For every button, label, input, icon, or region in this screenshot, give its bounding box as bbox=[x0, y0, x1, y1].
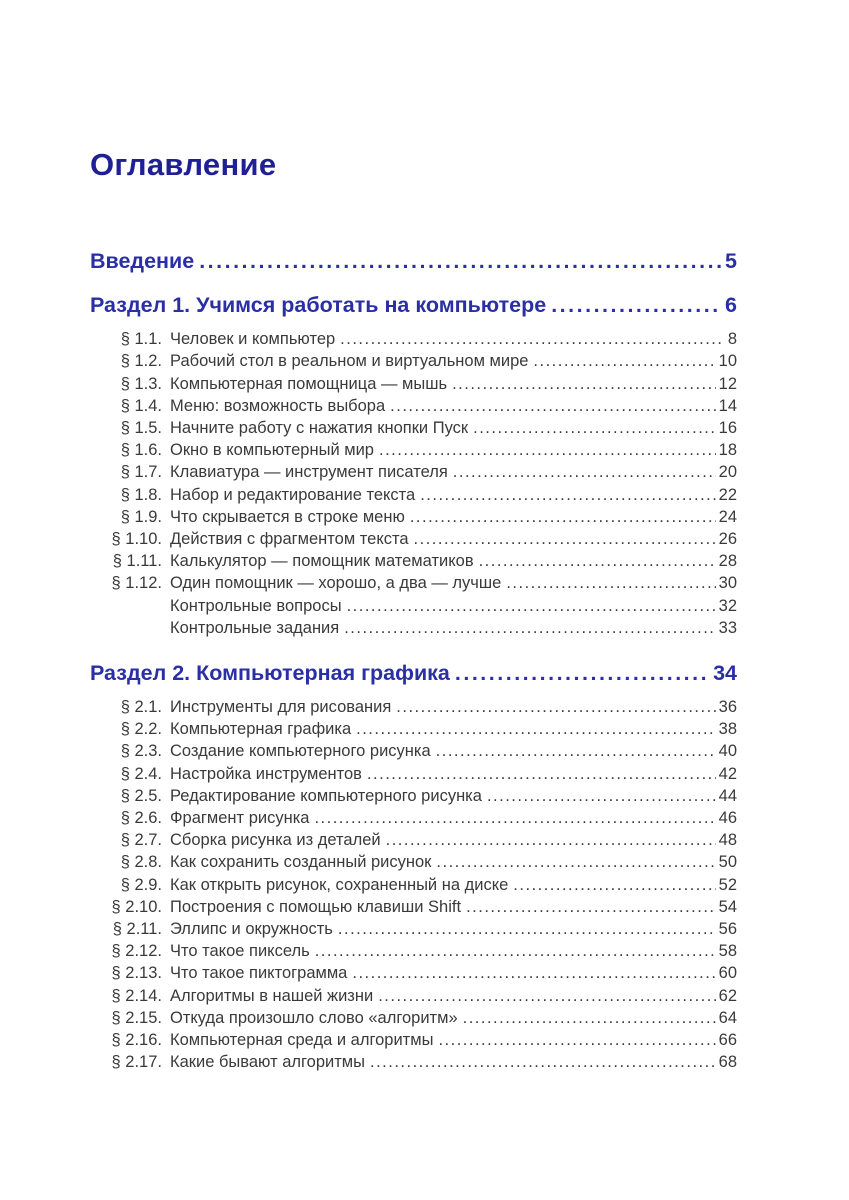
entry-page-number: 12 bbox=[718, 374, 737, 393]
entry-title: Контрольные задания bbox=[170, 618, 340, 637]
entry-page-number: 54 bbox=[718, 897, 737, 916]
entry-title: Контрольные вопросы bbox=[170, 596, 342, 615]
dot-leader bbox=[487, 785, 716, 807]
entry-number: § 2.9. bbox=[120, 875, 162, 894]
entry-title: Меню: возможность выбора bbox=[170, 396, 386, 415]
section-title: Раздел 2. Компьютерная графика bbox=[90, 661, 450, 686]
dot-leader bbox=[315, 940, 716, 962]
entry-page-number: 40 bbox=[718, 742, 737, 761]
toc-entry bbox=[90, 740, 737, 762]
entry-title: Алгоритмы в нашей жизни bbox=[170, 986, 374, 1005]
toc-entry bbox=[90, 328, 737, 350]
entry-page-number: 64 bbox=[718, 1008, 737, 1027]
entry-page-number: 60 bbox=[718, 964, 737, 983]
entry-title: Компьютерная графика bbox=[170, 720, 352, 739]
entry-number: § 1.1. bbox=[120, 330, 162, 349]
dot-leader bbox=[347, 595, 716, 617]
entry-title: Клавиатура — инструмент писателя bbox=[170, 463, 448, 482]
entry-title: Настройка инструментов bbox=[170, 764, 362, 783]
toc-entry bbox=[90, 763, 737, 785]
dot-leader bbox=[352, 962, 715, 984]
entry-page-number: 38 bbox=[718, 720, 737, 739]
dot-leader bbox=[463, 1007, 716, 1029]
entry-title: Рабочий стол в реальном и виртуальном мире bbox=[170, 352, 529, 371]
dot-leader bbox=[378, 985, 715, 1007]
dot-leader bbox=[551, 291, 722, 319]
entry-title: Начните работу с нажатия кнопки Пуск bbox=[170, 419, 469, 437]
entry-title: Сборка рисунка из деталей bbox=[170, 831, 381, 850]
entry-number: § 2.5. bbox=[120, 786, 162, 805]
toc-entry bbox=[90, 718, 737, 740]
entry-number: § 1.5. bbox=[120, 419, 162, 437]
entry-number: § 2.13. bbox=[111, 964, 162, 983]
page-title: Оглавление bbox=[90, 147, 277, 182]
dot-leader bbox=[513, 874, 715, 896]
section-page-number: 34 bbox=[713, 661, 737, 686]
section-entries bbox=[90, 696, 737, 1073]
entry-title: Эллипс и окружность bbox=[170, 920, 333, 939]
section-heading-row bbox=[90, 291, 737, 319]
dot-leader bbox=[436, 851, 715, 873]
entry-page-number: 8 bbox=[727, 330, 737, 349]
entry-page-number: 32 bbox=[718, 596, 737, 615]
entry-title: Один помощник — хорошо, а два — лучше bbox=[170, 574, 502, 593]
toc-entry bbox=[90, 1029, 737, 1051]
entry-number: § 2.2. bbox=[120, 720, 162, 739]
entry-title: Компьютерная среда и алгоритмы bbox=[170, 1031, 434, 1050]
entry-number: § 1.9. bbox=[120, 507, 162, 526]
entry-page-number: 16 bbox=[718, 419, 737, 437]
entry-number: § 1.7. bbox=[120, 463, 162, 482]
entry-title: Как сохранить созданный рисунок bbox=[170, 853, 432, 872]
toc-intro-label: Введение bbox=[90, 249, 195, 274]
toc-intro-row bbox=[90, 247, 737, 275]
entry-title: Что такое пиксель bbox=[170, 942, 310, 961]
entry-number: § 2.15. bbox=[111, 1008, 162, 1027]
entry-page-number: 48 bbox=[718, 831, 737, 850]
toc-entry bbox=[90, 395, 737, 417]
dot-leader bbox=[199, 247, 722, 275]
toc-entry bbox=[90, 962, 737, 984]
entry-number: § 1.12. bbox=[111, 574, 162, 593]
toc-entry bbox=[90, 373, 737, 395]
dot-leader bbox=[386, 829, 716, 851]
toc-entry bbox=[90, 439, 737, 461]
dot-leader bbox=[414, 528, 716, 550]
entry-page-number: 10 bbox=[718, 352, 737, 371]
toc-entry bbox=[90, 617, 737, 639]
dot-leader bbox=[370, 1051, 716, 1073]
section-title: Раздел 1. Учимся работать на компьютере bbox=[90, 293, 547, 318]
toc-entry bbox=[90, 572, 737, 594]
entry-number: § 2.8. bbox=[120, 853, 162, 872]
entry-page-number: 30 bbox=[718, 574, 737, 593]
entry-number: § 2.7. bbox=[120, 831, 162, 850]
entry-page-number: 62 bbox=[718, 986, 737, 1005]
entry-page-number: 44 bbox=[718, 786, 737, 805]
entry-number: § 2.6. bbox=[120, 809, 162, 828]
dot-leader bbox=[314, 807, 715, 829]
section-entries bbox=[90, 328, 737, 639]
entry-title: Действия с фрагментом текста bbox=[170, 530, 409, 549]
dot-leader bbox=[473, 417, 716, 439]
dot-leader bbox=[367, 763, 716, 785]
toc-entry bbox=[90, 896, 737, 918]
entry-page-number: 18 bbox=[718, 441, 737, 460]
dot-leader bbox=[455, 659, 710, 687]
entry-title: Построения с помощью клавиши Shift bbox=[170, 897, 462, 916]
entry-page-number: 58 bbox=[718, 942, 737, 961]
toc-entry bbox=[90, 417, 737, 439]
entry-number: § 2.14. bbox=[111, 986, 162, 1005]
toc-entry bbox=[90, 940, 737, 962]
entry-number: § 2.4. bbox=[120, 764, 162, 783]
dot-leader bbox=[466, 896, 716, 918]
entry-page-number: 36 bbox=[718, 698, 737, 717]
toc-entry bbox=[90, 506, 737, 528]
entry-page-number: 46 bbox=[718, 809, 737, 828]
dot-leader bbox=[344, 617, 715, 639]
entry-number: § 2.11. bbox=[112, 920, 162, 939]
toc-entry bbox=[90, 829, 737, 851]
toc-section-1 bbox=[90, 291, 737, 639]
entry-page-number: 52 bbox=[718, 875, 737, 894]
dot-leader bbox=[420, 484, 715, 506]
section-page-number: 6 bbox=[725, 293, 737, 318]
toc-entry bbox=[90, 874, 737, 896]
entry-title: Инструменты для рисования bbox=[170, 698, 392, 717]
entry-title: Человек и компьютер bbox=[170, 330, 336, 349]
dot-leader bbox=[436, 740, 716, 762]
toc-entry bbox=[90, 985, 737, 1007]
entry-page-number: 66 bbox=[718, 1031, 737, 1050]
entry-title: Фрагмент рисунка bbox=[170, 809, 310, 828]
entry-page-number: 42 bbox=[718, 764, 737, 783]
section-heading-row bbox=[90, 659, 737, 687]
entry-title: Что скрывается в строке меню bbox=[170, 507, 405, 526]
entry-title: Как открыть рисунок, сохраненный на диске bbox=[170, 875, 509, 894]
entry-number: § 2.3. bbox=[120, 742, 162, 761]
entry-title: Окно в компьютерный мир bbox=[170, 441, 374, 460]
toc-entry bbox=[90, 785, 737, 807]
dot-leader bbox=[410, 506, 716, 528]
toc-section-2 bbox=[90, 659, 737, 1073]
dot-leader bbox=[338, 918, 716, 940]
toc-entry bbox=[90, 918, 737, 940]
entry-page-number: 24 bbox=[718, 507, 737, 526]
entry-title: Откуда произошло слово «алгоритм» bbox=[170, 1008, 458, 1027]
dot-leader bbox=[438, 1029, 715, 1051]
toc-entry bbox=[90, 696, 737, 718]
toc-entry bbox=[90, 851, 737, 873]
entry-title: Какие бывают алгоритмы bbox=[170, 1053, 365, 1072]
entry-title: Что такое пиктограмма bbox=[170, 964, 348, 983]
entry-number: § 1.4. bbox=[120, 396, 162, 415]
toc-entry bbox=[90, 550, 737, 572]
dot-leader bbox=[390, 395, 715, 417]
toc-entry bbox=[90, 595, 737, 617]
toc-entry bbox=[90, 1051, 737, 1073]
toc-intro-page-number: 5 bbox=[725, 249, 737, 274]
entry-number: § 1.2. bbox=[120, 352, 162, 371]
toc-entry bbox=[90, 528, 737, 550]
entry-page-number: 33 bbox=[718, 618, 737, 637]
entry-title: Калькулятор — помощник математиков bbox=[170, 552, 474, 571]
dot-leader bbox=[506, 572, 715, 594]
entry-number: § 1.11. bbox=[112, 552, 162, 571]
entry-number: § 2.12. bbox=[111, 942, 162, 961]
dot-leader bbox=[356, 718, 716, 740]
entry-page-number: 56 bbox=[718, 920, 737, 939]
entry-page-number: 50 bbox=[718, 853, 737, 872]
entry-title: Компьютерная помощница — мышь bbox=[170, 374, 448, 393]
entry-page-number: 20 bbox=[718, 463, 737, 482]
entry-number: § 2.16. bbox=[111, 1031, 162, 1050]
entry-title: Набор и редактирование текста bbox=[170, 485, 416, 504]
entry-page-number: 22 bbox=[718, 485, 737, 504]
dot-leader bbox=[396, 696, 715, 718]
entry-number: § 1.8. bbox=[120, 485, 162, 504]
toc-entry bbox=[90, 350, 737, 372]
entry-number: § 1.10. bbox=[111, 530, 162, 549]
entry-number: § 2.1. bbox=[120, 698, 162, 717]
toc-entry bbox=[90, 484, 737, 506]
dot-leader bbox=[340, 328, 725, 350]
dot-leader bbox=[479, 550, 716, 572]
entry-page-number: 28 bbox=[718, 552, 737, 571]
toc-entry bbox=[90, 1007, 737, 1029]
dot-leader bbox=[452, 373, 716, 395]
entry-title: Редактирование компьютерного рисунка bbox=[170, 786, 482, 805]
entry-number: § 1.6. bbox=[120, 441, 162, 460]
entry-number: § 2.10. bbox=[111, 897, 162, 916]
entry-number: § 2.17. bbox=[111, 1053, 162, 1072]
dot-leader bbox=[533, 350, 715, 372]
dot-leader bbox=[453, 461, 716, 483]
entry-number: § 1.3. bbox=[120, 374, 162, 393]
toc-entry bbox=[90, 807, 737, 829]
entry-page-number: 26 bbox=[718, 530, 737, 549]
dot-leader bbox=[379, 439, 716, 461]
entry-page-number: 68 bbox=[718, 1053, 737, 1072]
entry-page-number: 14 bbox=[718, 396, 737, 415]
entry-title: Создание компьютерного рисунка bbox=[170, 742, 431, 761]
toc-entry bbox=[90, 461, 737, 483]
